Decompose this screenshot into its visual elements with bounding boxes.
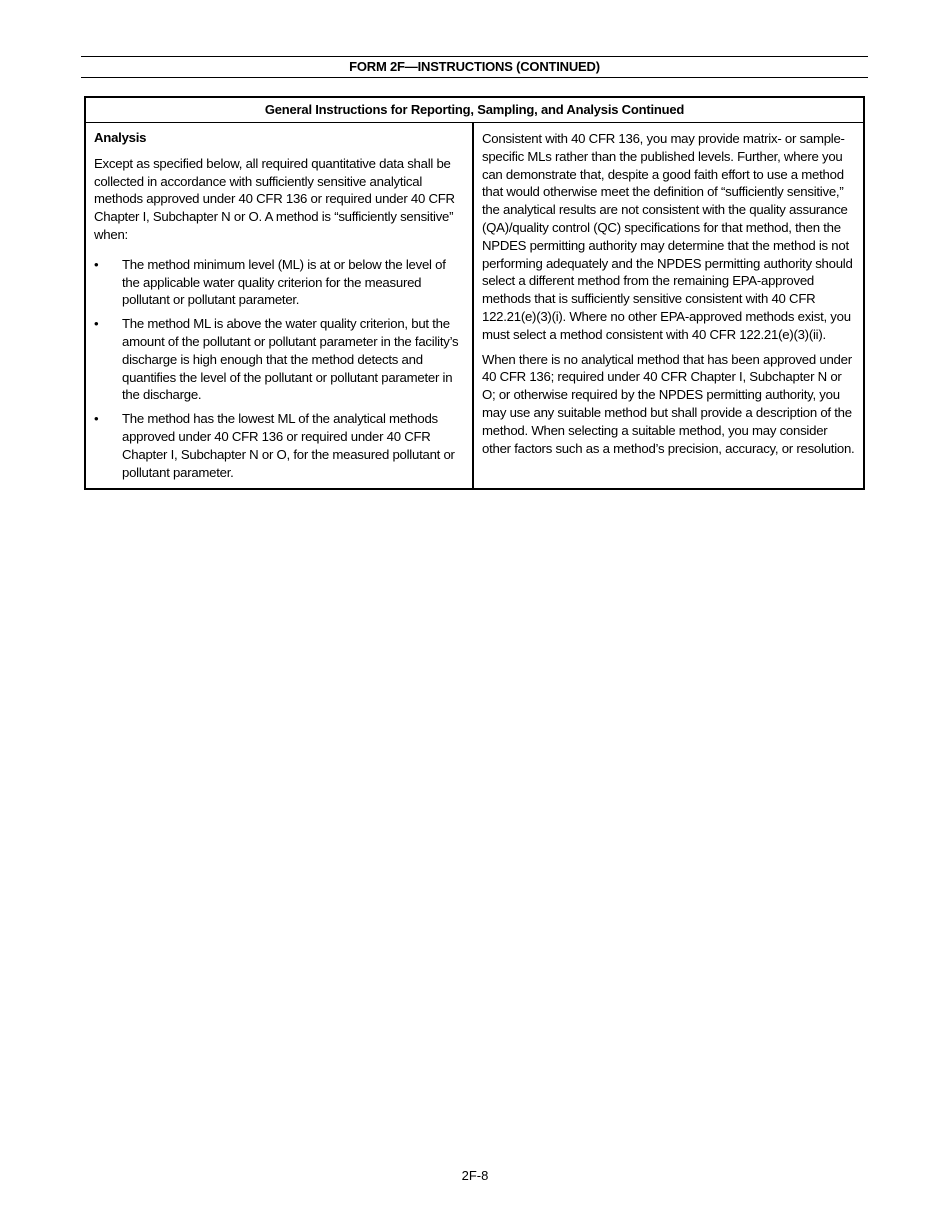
paragraph: Consistent with 40 CFR 136, you may provide matrix- or sample-specific MLs rather than the published levels. Further, where you can demonstrate that, despite a good faith effort to use a method that would otherwise meet the definition of “sufficiently sensitive,” the analytical results are not consistent with the quality assurance (QA)/quality control (QC) specifications for that method, then the NPDES permitting authority may determine that the method is not performing adequately and the NPDES permitting authority should select a different method from the remaining EPA-approved methods that is sufficiently sensitive consistent with 40 CFR 122.21(e)(3)(i). Where no other EPA-approved methods exist, you must select a method consistent with 40 CFR 122.21(e)(3)(ii). <box>482 131 853 342</box>
table-columns <box>86 123 863 488</box>
list-item-text: The method has the lowest ML of the analytical methods approved under 40 CFR 136 or required under 40 CFR Chapter I, Subchapter N or O, for the measured pollutant or pollutant parameter. <box>122 411 455 480</box>
table-title: General Instructions for Reporting, Sampling, and Analysis Continued <box>86 98 863 123</box>
instructions-table <box>84 96 865 490</box>
list-item <box>94 256 464 309</box>
list-item-text: The method ML is above the water quality criterion, but the amount of the pollutant or pollutant parameter in the facility’s discharge is high enough that the method detects and quantifies the level of the pollutant or pollutant parameter in the discharge. <box>122 316 459 403</box>
list-item <box>94 410 464 481</box>
criteria-list <box>94 256 464 482</box>
page-number: 2F-8 <box>461 1168 489 1183</box>
paragraph: When there is no analytical method that has been approved under 40 CFR 136; required under 40 CFR Chapter I, Subchapter N or O; or otherwise required by the NPDES permitting authority, you may use any suitable method but shall provide a description of the method. When selecting a suitable method, you may consider other factors such as a method’s precision, accuracy, or resolution. <box>482 351 855 456</box>
bullet-icon: • <box>94 411 99 427</box>
form-header-title: FORM 2F—INSTRUCTIONS (CONTINUED) <box>81 56 868 78</box>
intro-paragraph: Except as specified below, all required quantitative data shall be collected in accordance with sufficiently sensitive analytical methods approved under 40 CFR 136 or required under 40 CFR Chapter I, Subchapter N or O. A method is “sufficiently sensitive” when: <box>94 155 455 242</box>
right-column <box>474 123 863 488</box>
bullet-icon: • <box>94 256 99 272</box>
list-item <box>94 315 464 404</box>
section-heading: Analysis <box>94 130 147 145</box>
bullet-icon: • <box>94 316 99 332</box>
list-item-text: The method minimum level (ML) is at or below the level of the applicable water quality criterion for the measured pollutant or pollutant parameter. <box>122 256 446 308</box>
left-column <box>86 123 474 488</box>
